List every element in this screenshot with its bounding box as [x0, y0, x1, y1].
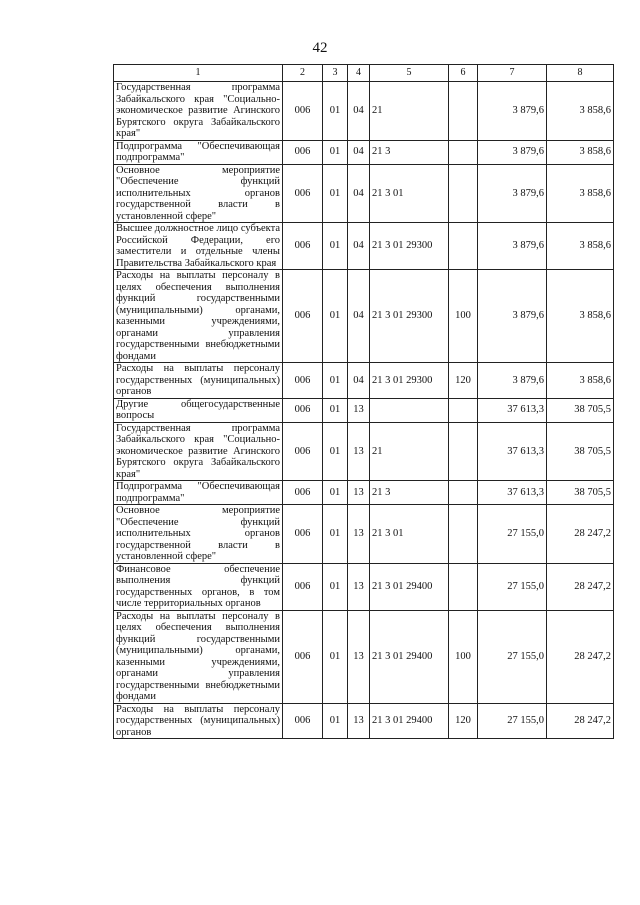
section-cell: 01	[323, 363, 348, 399]
table-row	[114, 164, 614, 223]
amount-year2-cell: 28 247,2	[547, 610, 614, 703]
row-name-cell: Высшее должностное лицо субъекта Российской Федерации, его заместители и отдельные члены Правительства Забайкальского края	[114, 223, 283, 270]
amount-year2-cell: 3 858,6	[547, 140, 614, 164]
target-article-cell: 21 3 01	[370, 505, 449, 564]
target-article-cell	[370, 398, 449, 422]
amount-year1-cell: 37 613,3	[478, 398, 547, 422]
column-header-7: 7	[478, 65, 547, 82]
target-article-cell: 21 3 01 29400	[370, 610, 449, 703]
table-row	[114, 563, 614, 610]
page-number: 42	[312, 40, 328, 56]
target-article-cell: 21 3 01 29300	[370, 363, 449, 399]
table-row	[114, 610, 614, 703]
row-name-cell: Государственная программа Забайкальского края "Социально-экономическое развитие Агинского Бурятского округа Забайкальского края"	[114, 422, 283, 481]
table-row	[114, 82, 614, 141]
admin-code-cell: 006	[283, 398, 323, 422]
amount-year1-cell: 3 879,6	[478, 82, 547, 141]
admin-code-cell: 006	[283, 610, 323, 703]
amount-year1-cell: 37 613,3	[478, 481, 547, 505]
table-body	[114, 82, 614, 739]
table-row	[114, 223, 614, 270]
admin-code-cell: 006	[283, 422, 323, 481]
amount-year2-cell: 28 247,2	[547, 563, 614, 610]
expense-type-cell	[449, 223, 478, 270]
admin-code-cell: 006	[283, 563, 323, 610]
target-article-cell: 21 3 01 29400	[370, 563, 449, 610]
expense-type-cell	[449, 140, 478, 164]
expense-type-cell	[449, 398, 478, 422]
table-row	[114, 422, 614, 481]
expense-type-cell	[449, 563, 478, 610]
section-cell: 01	[323, 164, 348, 223]
expense-type-cell: 100	[449, 610, 478, 703]
section-cell: 01	[323, 563, 348, 610]
target-article-cell: 21 3 01 29300	[370, 223, 449, 270]
target-article-cell: 21 3 01	[370, 164, 449, 223]
table-row	[114, 363, 614, 399]
row-name-cell: Другие общегосударственные вопросы	[114, 398, 283, 422]
column-header-6: 6	[449, 65, 478, 82]
section-cell: 01	[323, 398, 348, 422]
row-name-cell: Основное мероприятие "Обеспечение функций исполнительных органов государственной власти в установленной сфере"	[114, 164, 283, 223]
target-article-cell: 21 3	[370, 140, 449, 164]
amount-year2-cell: 3 858,6	[547, 82, 614, 141]
expense-type-cell: 120	[449, 363, 478, 399]
column-header-2: 2	[283, 65, 323, 82]
row-name-cell: Расходы на выплаты персоналу государственных (муниципальных) органов	[114, 703, 283, 739]
subsection-cell: 13	[348, 505, 370, 564]
amount-year1-cell: 27 155,0	[478, 610, 547, 703]
admin-code-cell: 006	[283, 363, 323, 399]
row-name-cell: Основное мероприятие "Обеспечение функций исполнительных органов государственной власти в установленной сфере"	[114, 505, 283, 564]
budget-table	[113, 64, 614, 739]
expense-type-cell: 120	[449, 703, 478, 739]
section-cell: 01	[323, 223, 348, 270]
table-row	[114, 398, 614, 422]
subsection-cell: 13	[348, 703, 370, 739]
subsection-cell: 13	[348, 422, 370, 481]
admin-code-cell: 006	[283, 703, 323, 739]
row-name-cell: Расходы на выплаты персоналу государственных (муниципальных) органов	[114, 363, 283, 399]
subsection-cell: 04	[348, 82, 370, 141]
expense-type-cell: 100	[449, 270, 478, 363]
amount-year2-cell: 3 858,6	[547, 223, 614, 270]
admin-code-cell: 006	[283, 223, 323, 270]
amount-year2-cell: 3 858,6	[547, 164, 614, 223]
target-article-cell: 21	[370, 82, 449, 141]
row-name-cell: Подпрограмма "Обеспечивающая подпрограмма"	[114, 140, 283, 164]
admin-code-cell: 006	[283, 164, 323, 223]
amount-year2-cell: 28 247,2	[547, 505, 614, 564]
amount-year2-cell: 28 247,2	[547, 703, 614, 739]
amount-year1-cell: 37 613,3	[478, 422, 547, 481]
target-article-cell: 21 3 01 29300	[370, 270, 449, 363]
amount-year1-cell: 3 879,6	[478, 140, 547, 164]
table-row	[114, 481, 614, 505]
subsection-cell: 13	[348, 481, 370, 505]
table-header	[114, 65, 614, 82]
expense-type-cell	[449, 164, 478, 223]
section-cell: 01	[323, 140, 348, 164]
subsection-cell: 04	[348, 270, 370, 363]
target-article-cell: 21 3 01 29400	[370, 703, 449, 739]
column-header-1: 1	[114, 65, 283, 82]
admin-code-cell: 006	[283, 82, 323, 141]
amount-year1-cell: 3 879,6	[478, 363, 547, 399]
row-name-cell: Подпрограмма "Обеспечивающая подпрограмма"	[114, 481, 283, 505]
amount-year1-cell: 3 879,6	[478, 270, 547, 363]
section-cell: 01	[323, 82, 348, 141]
section-cell: 01	[323, 422, 348, 481]
subsection-cell: 04	[348, 164, 370, 223]
section-cell: 01	[323, 703, 348, 739]
amount-year1-cell: 27 155,0	[478, 505, 547, 564]
table-row	[114, 270, 614, 363]
expense-type-cell	[449, 422, 478, 481]
subsection-cell: 04	[348, 363, 370, 399]
expense-type-cell	[449, 82, 478, 141]
expense-type-cell	[449, 481, 478, 505]
target-article-cell: 21	[370, 422, 449, 481]
subsection-cell: 13	[348, 563, 370, 610]
table-row	[114, 703, 614, 739]
expense-type-cell	[449, 505, 478, 564]
row-name-cell: Расходы на выплаты персоналу в целях обеспечения выполнения функций государственными (муниципальными) органами, казенными учреждениями, органами управления государственными внебюджетными фондами	[114, 270, 283, 363]
table-row	[114, 505, 614, 564]
column-header-8: 8	[547, 65, 614, 82]
admin-code-cell: 006	[283, 481, 323, 505]
row-name-cell: Государственная программа Забайкальского края "Социально-экономическое развитие Агинского Бурятского округа Забайкальского края"	[114, 82, 283, 141]
amount-year2-cell: 38 705,5	[547, 481, 614, 505]
amount-year1-cell: 3 879,6	[478, 223, 547, 270]
amount-year2-cell: 3 858,6	[547, 270, 614, 363]
amount-year1-cell: 3 879,6	[478, 164, 547, 223]
amount-year2-cell: 38 705,5	[547, 422, 614, 481]
amount-year1-cell: 27 155,0	[478, 563, 547, 610]
section-cell: 01	[323, 610, 348, 703]
amount-year1-cell: 27 155,0	[478, 703, 547, 739]
row-name-cell: Расходы на выплаты персоналу в целях обеспечения выполнения функций государственными (муниципальными) органами, казенными учреждениями, органами управления государственными внебюджетными фондами	[114, 610, 283, 703]
column-header-4: 4	[348, 65, 370, 82]
admin-code-cell: 006	[283, 505, 323, 564]
admin-code-cell: 006	[283, 270, 323, 363]
target-article-cell: 21 3	[370, 481, 449, 505]
amount-year2-cell: 3 858,6	[547, 363, 614, 399]
row-name-cell: Финансовое обеспечение выполнения функций государственных органов, в том числе территориальных органов	[114, 563, 283, 610]
subsection-cell: 13	[348, 398, 370, 422]
table-row	[114, 140, 614, 164]
table-header-row	[114, 65, 614, 82]
section-cell: 01	[323, 505, 348, 564]
section-cell: 01	[323, 270, 348, 363]
admin-code-cell: 006	[283, 140, 323, 164]
subsection-cell: 04	[348, 140, 370, 164]
subsection-cell: 04	[348, 223, 370, 270]
column-header-5: 5	[370, 65, 449, 82]
section-cell: 01	[323, 481, 348, 505]
column-header-3: 3	[323, 65, 348, 82]
subsection-cell: 13	[348, 610, 370, 703]
amount-year2-cell: 38 705,5	[547, 398, 614, 422]
